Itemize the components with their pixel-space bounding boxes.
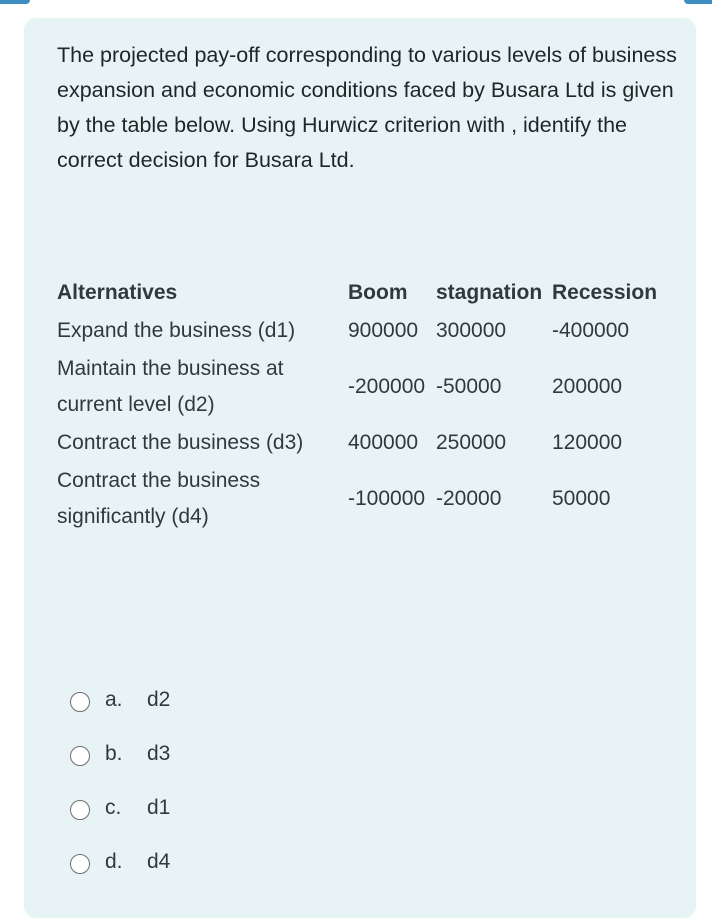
option-c-text: d1 xyxy=(147,796,171,819)
cell-recession: -400000 xyxy=(552,319,630,342)
header-stagnation: stagnation xyxy=(436,281,543,304)
header-alternatives: Alternatives xyxy=(57,281,178,304)
top-accent-right xyxy=(684,0,712,4)
cell-stagnation: -50000 xyxy=(436,375,502,398)
option-c-letter: c. xyxy=(105,796,122,819)
option-b-letter: b. xyxy=(105,742,123,765)
option-d[interactable] xyxy=(68,844,268,884)
cell-boom: 400000 xyxy=(348,431,419,454)
table-row xyxy=(57,312,664,350)
cell-alternative: Contract the business (d3) xyxy=(57,431,304,454)
payoff-table xyxy=(57,274,664,536)
table-row xyxy=(57,462,664,536)
table-row xyxy=(57,350,664,424)
cell-boom: -200000 xyxy=(348,375,426,398)
cell-boom: 900000 xyxy=(348,319,419,342)
option-a[interactable] xyxy=(68,682,268,722)
radio-button-b[interactable] xyxy=(70,746,90,766)
cell-alternative: Expand the business (d1) xyxy=(57,319,296,342)
cell-alternative: Contract the business significantly (d4) xyxy=(57,469,261,528)
option-b-text: d3 xyxy=(147,742,171,765)
cell-recession: 50000 xyxy=(552,487,611,510)
radio-button-d[interactable] xyxy=(70,854,90,874)
header-recession: Recession xyxy=(552,281,658,304)
cell-boom: -100000 xyxy=(348,487,426,510)
question-text: The projected pay-off corresponding to various levels of business expansion and economic conditions faced by Busara Ltd is given by the table below. Using Hurwicz criterion with , identify the correct decision for Busara Ltd. xyxy=(57,43,677,172)
radio-button-a[interactable] xyxy=(70,692,90,712)
cell-stagnation: 300000 xyxy=(436,319,507,342)
table-row xyxy=(57,424,664,462)
cell-stagnation: 250000 xyxy=(436,431,507,454)
option-a-text: d2 xyxy=(147,688,171,711)
option-a-letter: a. xyxy=(105,688,123,711)
option-b[interactable] xyxy=(68,736,268,776)
cell-alternative: Maintain the business at current level (d2) xyxy=(57,357,284,416)
cell-recession: 120000 xyxy=(552,431,623,454)
top-accent-bar xyxy=(0,0,712,14)
cell-recession: 200000 xyxy=(552,375,623,398)
header-boom: Boom xyxy=(348,281,408,304)
top-accent-left xyxy=(0,0,30,4)
option-d-letter: d. xyxy=(105,850,123,873)
option-c[interactable] xyxy=(68,790,268,830)
radio-button-c[interactable] xyxy=(70,800,90,820)
table-header-row xyxy=(57,274,664,312)
question-card xyxy=(24,18,696,918)
option-d-text: d4 xyxy=(147,850,171,873)
cell-stagnation: -20000 xyxy=(436,487,502,510)
